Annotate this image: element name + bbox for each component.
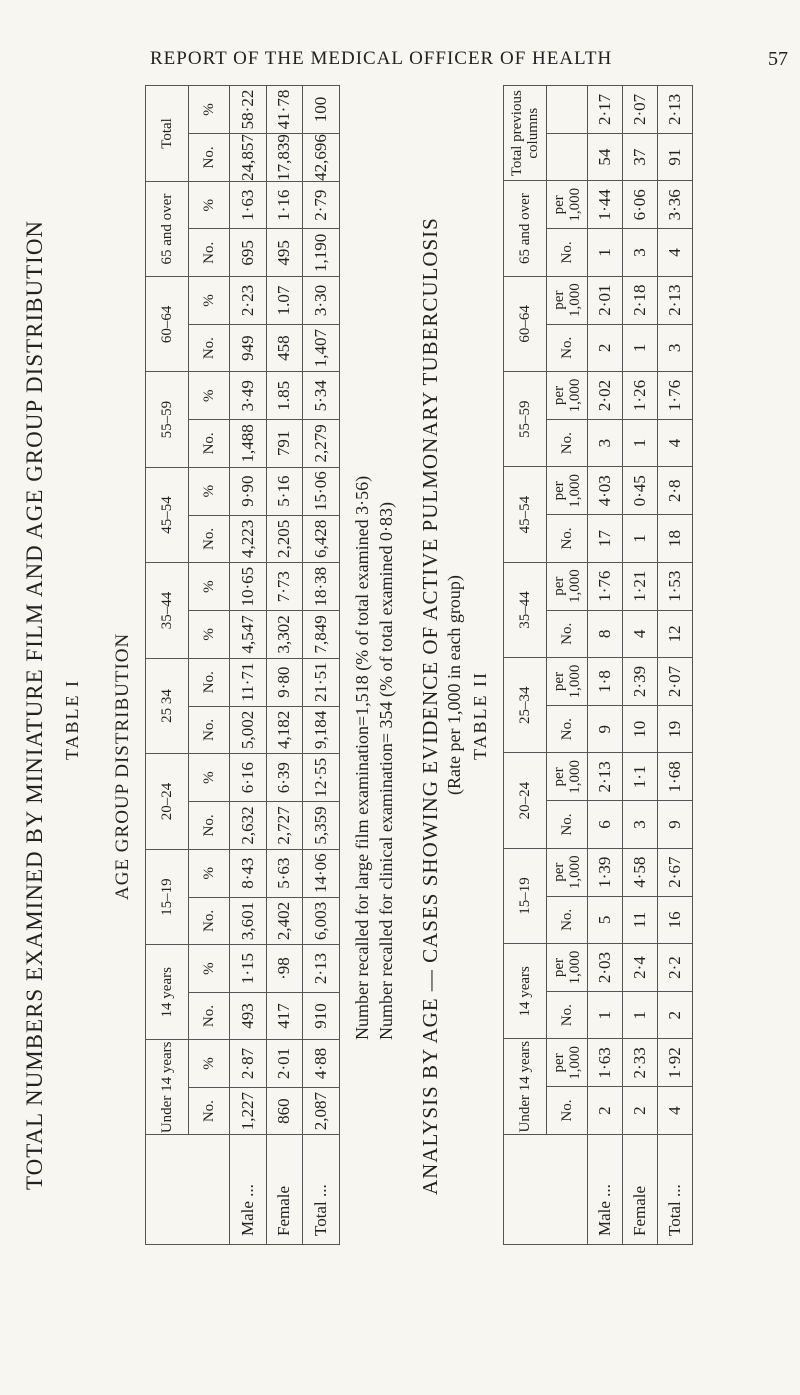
- table-cell: 1·63: [588, 1039, 623, 1087]
- table-cell: 2: [623, 1087, 658, 1135]
- table-cell: 2·23: [230, 277, 267, 325]
- table-cell: 100: [303, 86, 340, 134]
- table-cell: 1·15: [230, 945, 267, 993]
- table-cell: 2·4: [623, 944, 658, 992]
- age-group-header: 25–34: [504, 658, 547, 753]
- age-group-header: 55–59: [146, 372, 189, 467]
- table-cell: 2·07: [623, 86, 658, 134]
- sub-header: No.: [189, 133, 230, 181]
- sub-header: per 1,000: [547, 753, 588, 801]
- table-i-subtitle: AGE GROUP DISTRIBUTION: [112, 632, 133, 900]
- table-cell: ·98: [266, 945, 303, 993]
- table-cell: 1·1: [623, 753, 658, 801]
- table-cell: 4,182: [266, 706, 303, 754]
- sub-header: per 1,000: [547, 372, 588, 420]
- row-label: Total ...: [658, 1134, 693, 1244]
- age-group-header: 20–24: [146, 754, 189, 850]
- table-cell: 1·39: [588, 848, 623, 896]
- table-ii-title: ANALYSIS BY AGE — CASES SHOWING EVIDENCE OF ACTIVE PULMONARY TUBERCULOSIS: [418, 217, 442, 1195]
- sub-header: %: [189, 372, 230, 420]
- table-i-container: [145, 85, 340, 1245]
- table-cell: 5: [588, 896, 623, 944]
- table-cell: 0·45: [623, 467, 658, 515]
- sub-header: per 1,000: [547, 848, 588, 896]
- age-group-header: 14 years: [146, 945, 189, 1040]
- sub-header: No.: [189, 992, 230, 1039]
- table-ii-label: TABLE II: [470, 670, 490, 760]
- table-cell: 2·33: [623, 1039, 658, 1087]
- row-label: Female: [266, 1135, 303, 1245]
- age-group-header: 45–54: [504, 467, 547, 562]
- table-cell: 7,849: [303, 611, 340, 659]
- sub-header: No.: [547, 324, 588, 372]
- table-cell: 417: [266, 992, 303, 1039]
- table-row: [588, 86, 623, 1245]
- sub-header: %: [189, 849, 230, 897]
- table-cell: 10·65: [230, 563, 267, 611]
- table-cell: 19: [658, 705, 693, 753]
- sub-header: per 1,000: [547, 562, 588, 610]
- table-cell: 1.07: [266, 277, 303, 325]
- table-cell: 18: [658, 515, 693, 563]
- table-cell: 3: [658, 324, 693, 372]
- table-cell: 1: [588, 229, 623, 277]
- age-group-header: 65 and over: [504, 181, 547, 276]
- sub-header: No.: [189, 706, 230, 754]
- table-cell: 14·06: [303, 849, 340, 897]
- table-ii: [503, 85, 693, 1245]
- sub-header: per 1,000: [547, 944, 588, 992]
- table-cell: 2,205: [266, 515, 303, 563]
- table-cell: 42,696: [303, 133, 340, 181]
- table-cell: 949: [230, 324, 267, 372]
- table-cell: 4·58: [623, 848, 658, 896]
- table-cell: 91: [658, 133, 693, 181]
- table-i-subheader: [189, 86, 230, 1245]
- age-group-header: 14 years: [504, 944, 547, 1039]
- table-cell: 9: [658, 801, 693, 849]
- table-cell: 3·49: [230, 372, 267, 420]
- table-cell: 9,184: [303, 706, 340, 754]
- table-cell: 1·44: [588, 181, 623, 229]
- sub-header: [547, 86, 588, 134]
- table-cell: 1,227: [230, 1087, 267, 1135]
- table-row: [230, 86, 267, 1245]
- sub-header: %: [189, 277, 230, 325]
- table-cell: 2·2: [658, 944, 693, 992]
- sub-header: %: [189, 754, 230, 802]
- table-cell: 910: [303, 992, 340, 1039]
- table-cell: 7·73: [266, 563, 303, 611]
- table-cell: 1·63: [230, 181, 267, 229]
- page-number: 57: [768, 48, 788, 70]
- sub-header: No.: [189, 515, 230, 563]
- table-cell: 5·16: [266, 467, 303, 515]
- age-group-header: 15–19: [146, 849, 189, 945]
- sub-header: No.: [189, 420, 230, 468]
- table-cell: 2·67: [658, 848, 693, 896]
- age-group-header: Total previous columns: [504, 86, 547, 181]
- table-cell: 2,727: [266, 802, 303, 850]
- sub-header: %: [189, 945, 230, 993]
- sub-header: %: [189, 611, 230, 659]
- table-cell: 6: [588, 801, 623, 849]
- table-cell: 2·8: [658, 467, 693, 515]
- table-cell: 1·53: [658, 562, 693, 610]
- table-row: [658, 86, 693, 1245]
- table-cell: 1·26: [623, 372, 658, 420]
- table-cell: 3: [588, 419, 623, 467]
- table-cell: 3,302: [266, 611, 303, 659]
- row-label: Total ...: [303, 1135, 340, 1245]
- table-cell: 3: [623, 801, 658, 849]
- age-group-header: 55–59: [504, 372, 547, 467]
- table-cell: 791: [266, 420, 303, 468]
- table-cell: 41·78: [266, 86, 303, 134]
- table-cell: 1.85: [266, 372, 303, 420]
- table-cell: 1,488: [230, 420, 267, 468]
- table-cell: 12·55: [303, 754, 340, 802]
- table-cell: 2,279: [303, 420, 340, 468]
- table-cell: 37: [623, 133, 658, 181]
- sub-header: No.: [189, 229, 230, 277]
- row-label: Female: [623, 1134, 658, 1244]
- table-cell: 3·36: [658, 181, 693, 229]
- sub-header: per 1,000: [547, 467, 588, 515]
- table-cell: 1·76: [658, 372, 693, 420]
- table-cell: 2,402: [266, 897, 303, 945]
- table-cell: 2·18: [623, 276, 658, 324]
- sub-header: No.: [547, 419, 588, 467]
- sub-header: No.: [547, 515, 588, 563]
- table-cell: 3·30: [303, 277, 340, 325]
- table-cell: 18·38: [303, 563, 340, 611]
- table-cell: 2·17: [588, 86, 623, 134]
- age-group-header: Under 14 years: [146, 1040, 189, 1135]
- table-i-label: TABLE I: [62, 678, 82, 760]
- table-row: [623, 86, 658, 1245]
- table-cell: 9: [588, 705, 623, 753]
- sub-header: No.: [547, 991, 588, 1039]
- age-group-header: 65 and over: [146, 181, 189, 276]
- table-cell: 2·13: [588, 753, 623, 801]
- table-cell: 2·13: [658, 86, 693, 134]
- table-cell: 2·01: [266, 1040, 303, 1088]
- table-cell: 4: [623, 610, 658, 658]
- row-label: Male ...: [588, 1134, 623, 1244]
- recall-note-clinical: Number recalled for clinical examination= 354 (% of total examined 0·83): [376, 502, 396, 1040]
- table-ii-container: [503, 85, 693, 1245]
- age-group-header: 35–44: [146, 563, 189, 659]
- table-cell: 9·80: [266, 658, 303, 706]
- table-cell: 1: [623, 991, 658, 1039]
- table-ii-subtitle: (Rate per 1,000 in each group): [444, 575, 464, 795]
- sub-header: No.: [547, 229, 588, 277]
- age-group-header: 15–19: [504, 848, 547, 943]
- sub-header: per 1,000: [547, 276, 588, 324]
- sub-header: No.: [189, 658, 230, 706]
- table-cell: 6,428: [303, 515, 340, 563]
- table-cell: 1,407: [303, 324, 340, 372]
- table-cell: 58·22: [230, 86, 267, 134]
- age-group-header: 25 34: [146, 658, 189, 754]
- table-cell: 1·68: [658, 753, 693, 801]
- sub-header: %: [189, 86, 230, 134]
- sub-header: No.: [189, 324, 230, 372]
- sub-header: per 1,000: [547, 181, 588, 229]
- row-label-header: [504, 1134, 588, 1244]
- table-cell: 1·16: [266, 181, 303, 229]
- table-cell: 4: [658, 419, 693, 467]
- table-cell: 493: [230, 992, 267, 1039]
- table-row: [303, 86, 340, 1245]
- table-cell: 2·07: [658, 658, 693, 706]
- sub-header: No.: [547, 610, 588, 658]
- table-ii-group-header: [504, 86, 547, 1245]
- age-group-header: Total: [146, 86, 189, 182]
- age-group-header: 45–54: [146, 467, 189, 563]
- age-group-header: 60–64: [146, 277, 189, 372]
- sub-header: No.: [547, 705, 588, 753]
- recall-note-large-film: Number recalled for large film examination=1,518 (% of total examined 3·56): [352, 475, 372, 1040]
- table-cell: 17: [588, 515, 623, 563]
- table-cell: 8·43: [230, 849, 267, 897]
- table-cell: 6,003: [303, 897, 340, 945]
- table-cell: 11: [623, 896, 658, 944]
- table-cell: 4: [658, 1087, 693, 1135]
- table-cell: 2,632: [230, 802, 267, 850]
- table-cell: 4·88: [303, 1040, 340, 1088]
- table-cell: 695: [230, 229, 267, 277]
- row-label-header: [146, 1135, 230, 1245]
- table-cell: 9·90: [230, 467, 267, 515]
- table-cell: 6·16: [230, 754, 267, 802]
- table-cell: 5·34: [303, 372, 340, 420]
- sub-header: %: [189, 1040, 230, 1088]
- table-cell: 11·71: [230, 658, 267, 706]
- table-cell: 3,601: [230, 897, 267, 945]
- table-cell: 1: [623, 515, 658, 563]
- age-group-header: Under 14 years: [504, 1039, 547, 1134]
- sub-header: %: [189, 563, 230, 611]
- table-row: [266, 86, 303, 1245]
- table-cell: 3: [623, 229, 658, 277]
- table-cell: 458: [266, 324, 303, 372]
- table-cell: 1·8: [588, 658, 623, 706]
- table-cell: 15·06: [303, 467, 340, 515]
- table-cell: 4: [658, 229, 693, 277]
- table-cell: 2·13: [303, 945, 340, 993]
- table-cell: 54: [588, 133, 623, 181]
- table-cell: 1·76: [588, 562, 623, 610]
- table-cell: 1,190: [303, 229, 340, 277]
- sub-header: %: [189, 467, 230, 515]
- table-cell: 2·02: [588, 372, 623, 420]
- table-cell: 6·06: [623, 181, 658, 229]
- table-cell: 2: [588, 1087, 623, 1135]
- sub-header: per 1,000: [547, 658, 588, 706]
- table-cell: 495: [266, 229, 303, 277]
- table-cell: 10: [623, 705, 658, 753]
- table-cell: 2·87: [230, 1040, 267, 1088]
- table-cell: 4·03: [588, 467, 623, 515]
- table-cell: 17,839: [266, 133, 303, 181]
- table-cell: 2,087: [303, 1087, 340, 1135]
- table-cell: 860: [266, 1087, 303, 1135]
- sub-header: No.: [547, 1087, 588, 1135]
- table-cell: 2: [658, 991, 693, 1039]
- table-cell: 21·51: [303, 658, 340, 706]
- main-title: TOTAL NUMBERS EXAMINED BY MINIATURE FILM AND AGE GROUP DISTRIBUTION: [22, 219, 47, 1190]
- age-group-header: 35–44: [504, 562, 547, 657]
- table-cell: 2·03: [588, 944, 623, 992]
- table-cell: 1: [623, 324, 658, 372]
- table-i-group-header: [146, 86, 189, 1245]
- sub-header: No.: [547, 896, 588, 944]
- sub-header: No.: [189, 802, 230, 850]
- sub-header: %: [189, 181, 230, 229]
- table-cell: 1·92: [658, 1039, 693, 1087]
- table-cell: 5,002: [230, 706, 267, 754]
- age-group-header: 20–24: [504, 753, 547, 848]
- table-cell: 2·39: [623, 658, 658, 706]
- table-cell: 4,223: [230, 515, 267, 563]
- sub-header: No.: [189, 897, 230, 945]
- table-cell: 1: [623, 419, 658, 467]
- table-cell: 16: [658, 896, 693, 944]
- table-cell: 5·63: [266, 849, 303, 897]
- table-cell: 2·79: [303, 181, 340, 229]
- sub-header: No.: [547, 801, 588, 849]
- table-cell: 1·21: [623, 562, 658, 610]
- sub-header: [547, 133, 588, 181]
- table-cell: 8: [588, 610, 623, 658]
- sub-header: No.: [189, 1087, 230, 1135]
- table-cell: 4,547: [230, 611, 267, 659]
- table-i: [145, 85, 340, 1245]
- table-cell: 12: [658, 610, 693, 658]
- table-cell: 6·39: [266, 754, 303, 802]
- table-cell: 1: [588, 991, 623, 1039]
- table-cell: 2: [588, 324, 623, 372]
- age-group-header: 60–64: [504, 276, 547, 371]
- running-title: REPORT OF THE MEDICAL OFFICER OF HEALTH: [150, 48, 613, 69]
- table-ii-subheader: [547, 86, 588, 1245]
- sub-header: per 1,000: [547, 1039, 588, 1087]
- table-cell: 2·13: [658, 276, 693, 324]
- table-cell: 24,857: [230, 133, 267, 181]
- row-label: Male ...: [230, 1135, 267, 1245]
- table-cell: 5,359: [303, 802, 340, 850]
- table-cell: 2·01: [588, 276, 623, 324]
